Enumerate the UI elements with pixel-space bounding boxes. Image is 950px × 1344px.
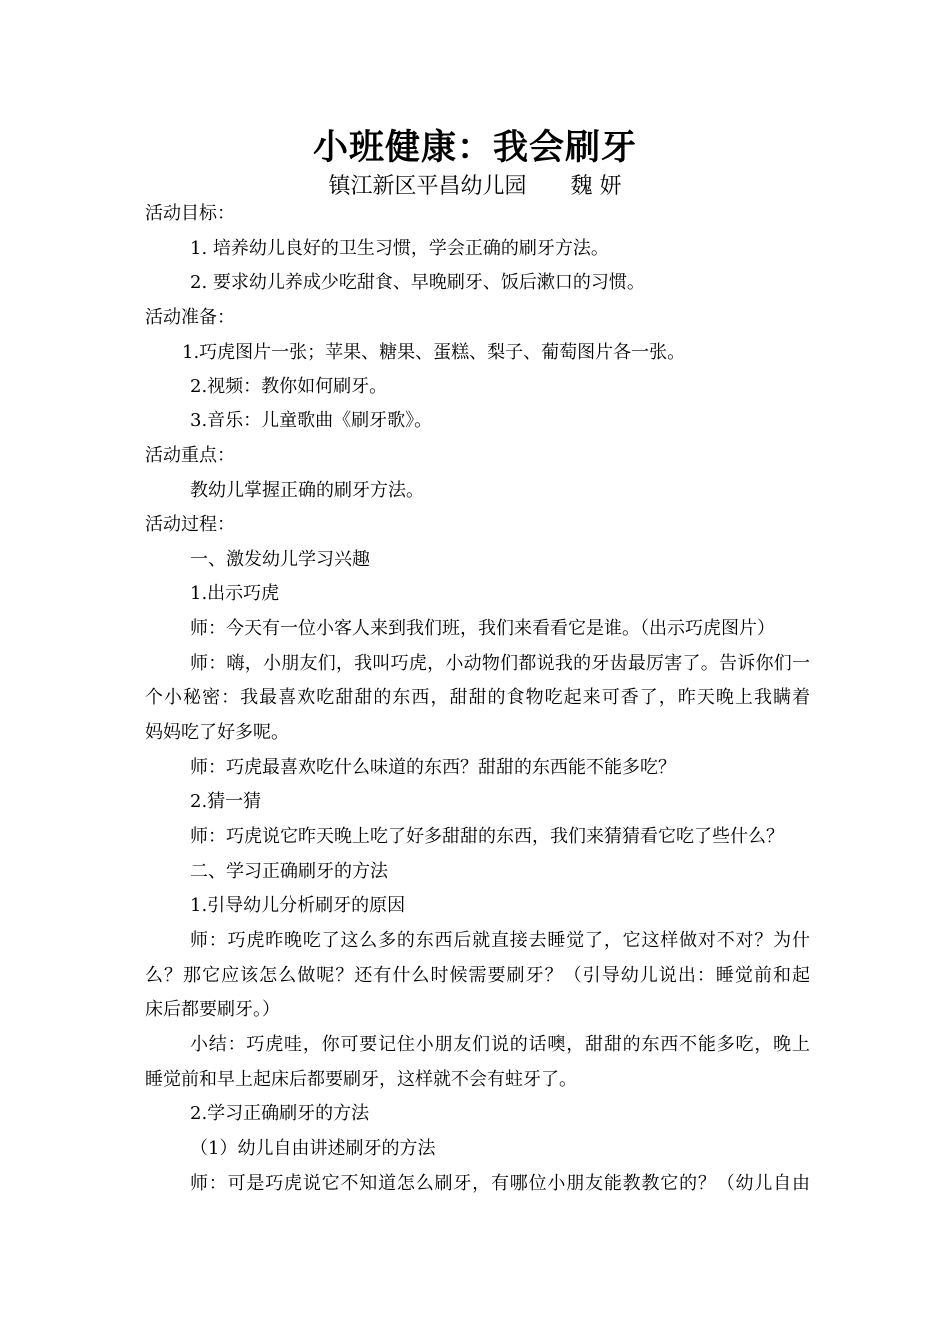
byline (0, 172, 950, 202)
process-step: 2.学习正确刷牙的方法 (190, 1103, 370, 1124)
paragraph-line: 师：可是巧虎说它不知道怎么刷牙，有哪位小朋友能教教它的？（幼儿自由 (190, 1173, 810, 1194)
byline-author: 魏 妍 (570, 174, 622, 199)
process-substep: （1）幼儿自由讲述刷牙的方法 (190, 1138, 436, 1159)
paragraph-line: 么？那它应该怎么做呢？还有什么时候需要刷牙？（引导幼儿说出：睡觉前和起 (145, 965, 810, 986)
heading-preparation: 活动准备： (145, 307, 235, 328)
byline-school: 镇江新区平昌幼儿园 (328, 174, 527, 199)
paragraph-line: 睡觉前和早上起床后都要刷牙，这样就不会有蛀牙了。 (145, 1069, 577, 1090)
paragraph-line: 师：嗨，小朋友们，我叫巧虎，小动物们都说我的牙齿最厉害了。告诉你们一 (190, 653, 810, 674)
paragraph-line: 师：今天有一位小客人来到我们班，我们来看看它是谁。（出示巧虎图片） (190, 618, 775, 639)
paragraph-line: 师：巧虎最喜欢吃什么味道的东西？甜甜的东西能不能多吃？ (190, 757, 676, 778)
process-step: 1.引导幼儿分析刷牙的原因 (190, 895, 406, 916)
paragraph-line: 妈妈吃了好多呢。 (145, 722, 289, 743)
paragraph-line: 床后都要刷牙。） (145, 999, 280, 1020)
heading-process: 活动过程： (145, 514, 235, 535)
paragraph-line: 个小秘密：我最喜欢吃甜甜的东西，甜甜的食物吃起来可香了，昨天晚上我瞒着 (145, 687, 810, 708)
paragraph-line: 师：巧虎昨晚吃了这么多的东西后就直接去睡觉了，它这样做对不对？为什 (190, 930, 810, 951)
process-step: 1.出示巧虎 (190, 583, 280, 604)
heading-goals: 活动目标： (145, 203, 235, 224)
preparation-item: 1.巧虎图片一张；苹果、糖果、蛋糕、梨子、葡萄图片各一张。 (182, 342, 686, 363)
focus-text: 教幼儿掌握正确的刷牙方法。 (190, 480, 424, 501)
document-title: 小班健康：我会刷牙 (312, 127, 637, 168)
preparation-item: 2.视频：教你如何刷牙。 (190, 376, 388, 397)
process-step: 2.猜一猜 (190, 791, 262, 812)
goal-item: 2. 要求幼儿养成少吃甜食、早晚刷牙、饭后漱口的习惯。 (190, 272, 645, 293)
process-section-heading: 一、激发幼儿学习兴趣 (190, 549, 370, 570)
heading-focus: 活动重点： (145, 445, 235, 466)
paragraph-line: 师：巧虎说它昨天晚上吃了好多甜甜的东西，我们来猜猜看它吃了些什么？ (190, 826, 784, 847)
goal-item: 1. 培养幼儿良好的卫生习惯，学会正确的刷牙方法。 (190, 238, 609, 259)
preparation-item: 3.音乐：儿童歌曲《刷牙歌》。 (190, 410, 433, 431)
process-section-heading: 二、学习正确刷牙的方法 (190, 861, 388, 882)
paragraph-line: 小结：巧虎哇，你可要记住小朋友们说的话噢，甜甜的东西不能多吃，晚上 (190, 1034, 810, 1055)
